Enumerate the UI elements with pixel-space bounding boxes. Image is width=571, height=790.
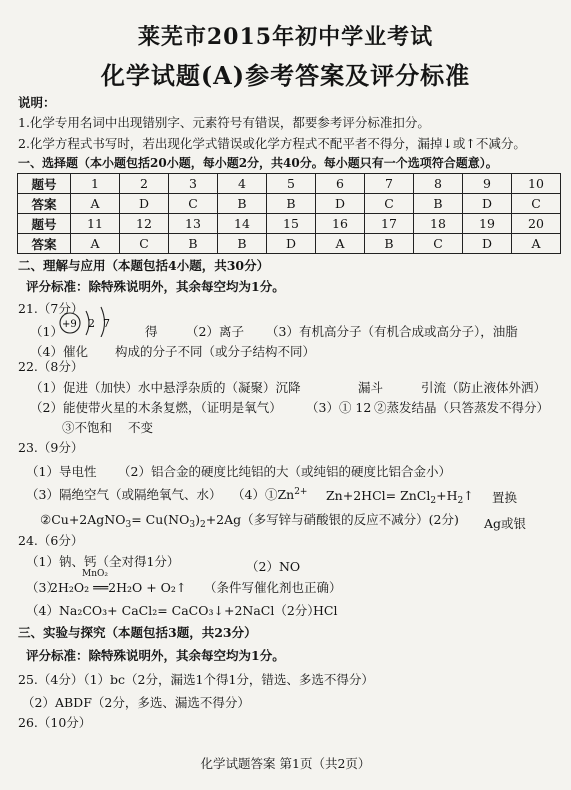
q24-part3-note: （条件写催化剂也正确） — [204, 580, 342, 595]
table-row — [18, 174, 561, 194]
table-cell: 1 — [71, 174, 120, 194]
answer-table — [17, 173, 561, 254]
table-cell: 18 — [414, 214, 463, 234]
q21-part2: （2）离子 — [186, 324, 244, 339]
q21-head: 21.（7分） — [18, 301, 84, 316]
table-cell: B — [169, 234, 218, 254]
table-cell: 6 — [316, 174, 365, 194]
table-cell: B — [414, 194, 463, 214]
section1-heading: 一、选择题（本小题包括20小题，每小题2分，共40分。每小题只有一个选项符合题意）。 — [18, 156, 498, 170]
q24-part1: （1）钠、钙（全对得1分） — [26, 554, 180, 569]
table-cell: 2 — [120, 174, 169, 194]
table-cell: 13 — [169, 214, 218, 234]
section3-rule: 评分标准：除特殊说明外，其余每空均为1分。 — [26, 648, 285, 663]
q24-part4: （4）Na₂CO₃+ CaCl₂= CaCO₃↓+2NaCl（2分） — [26, 603, 320, 618]
q22-part3-c: ③不饱和 — [62, 420, 113, 435]
section3-heading: 三、实验与探究（本题包括3题，共23分） — [18, 625, 257, 640]
q22-part1: （1）促进（加快）水中悬浮杂质的（凝聚）沉降 — [30, 380, 301, 395]
q24-part3-equation: 2H₂O₂ ══2H₂O + O₂↑ — [50, 580, 187, 595]
q24-part4-answer: HCl — [313, 603, 338, 618]
table-cell: C — [512, 194, 561, 214]
table-cell: 10 — [512, 174, 561, 194]
table-cell: A — [71, 234, 120, 254]
table-cell: 3 — [169, 174, 218, 194]
q24-part2: （2）NO — [246, 559, 301, 574]
q23-part1: （1）导电性 — [26, 464, 97, 479]
notes-heading: 说明： — [18, 95, 56, 110]
table-cell: 9 — [463, 174, 512, 194]
table-cell: C — [414, 234, 463, 254]
shell-electrons: 2 — [88, 317, 95, 330]
q21-part4: （4）催化 — [30, 344, 88, 359]
table-cell: A — [512, 234, 561, 254]
table-cell: 5 — [267, 174, 316, 194]
exam-subtitle: 化学试题(A)参考答案及评分标准 — [100, 61, 471, 90]
q23-head: 23.（9分） — [18, 440, 84, 455]
table-cell: 11 — [71, 214, 120, 234]
q22-part3-b: ②蒸发结晶（只答蒸发不得分） — [374, 400, 550, 415]
row-label: 答案 — [18, 194, 71, 214]
row-label: 题号 — [18, 174, 71, 194]
exam-title: 莱芜市2015年初中学业考试 — [137, 24, 434, 50]
q22-part1-drain: 引流（防止液体外洒） — [421, 380, 547, 395]
table-cell: C — [120, 234, 169, 254]
nucleus-charge: +9 — [62, 319, 77, 330]
q21-part3: （3）有机高分子（有机合成或高分子），油脂 — [266, 324, 518, 339]
q25-part1: 25.（4分）（1）bc（2分，漏选1个得1分，错选、多选不得分） — [18, 672, 374, 687]
row-label: 答案 — [18, 234, 71, 254]
q24-catalyst: MnO₂ — [82, 569, 108, 579]
table-cell: 7 — [365, 174, 414, 194]
table-row — [18, 214, 561, 234]
q23-part2: （2）铝合金的硬度比纯铝的大（或纯铝的硬度比铝合金小） — [118, 464, 451, 479]
table-cell: 16 — [316, 214, 365, 234]
q24-head: 24.（6分） — [18, 533, 84, 548]
q23-part3: （3）隔绝空气（或隔绝氧气、水） — [26, 487, 222, 502]
table-cell: D — [463, 194, 512, 214]
table-cell: 15 — [267, 214, 316, 234]
table-cell: A — [316, 234, 365, 254]
q22-part2: （2）能使带火星的木条复燃，（证明是氧气） — [30, 400, 282, 415]
section2-rule: 评分标准：除特殊说明外，其余每空均为1分。 — [26, 279, 285, 294]
table-cell: C — [365, 194, 414, 214]
note-2: 2.化学方程式书写时，若出现化学式错误或化学方程式不配平者不得分，漏掉↓或↑不减分。 — [18, 136, 526, 151]
table-cell: B — [218, 194, 267, 214]
table-cell: D — [267, 234, 316, 254]
q22-part3-d: 不变 — [128, 420, 154, 435]
section2-heading: 二、理解与应用（本题包括4小题，共30分） — [18, 258, 270, 273]
q22-head: 22.（8分） — [18, 359, 84, 374]
q23-part4-type: 置换 — [492, 490, 518, 505]
table-cell: 17 — [365, 214, 414, 234]
q23-part4-equation2: ②Cu+2AgNO$_3$= $Cu(NO_3)_2+2Ag$（多写锌与硝酸银的反应不减分）(2分) — [40, 512, 459, 530]
q23-part4-equation: $Zn+2HCl= ZnCl_2+H_2↑$ — [326, 488, 474, 506]
table-cell: 4 — [218, 174, 267, 194]
table-cell: 8 — [414, 174, 463, 194]
table-cell: D — [120, 194, 169, 214]
q21-part1-gain: 得 — [145, 324, 158, 339]
shell-electrons: 7 — [103, 317, 110, 330]
row-label: 题号 — [18, 214, 71, 234]
table-cell: D — [316, 194, 365, 214]
table-cell: B — [365, 234, 414, 254]
q22-part1-funnel: 漏斗 — [358, 380, 384, 395]
table-cell: B — [267, 194, 316, 214]
q21-part4-reason: 构成的分子不同（或分子结构不同） — [115, 344, 316, 359]
q23-part4-product: Ag或银 — [484, 516, 527, 531]
table-cell: 12 — [120, 214, 169, 234]
q25-part2: （2）ABDF（2分，多选、漏选不得分） — [22, 695, 250, 710]
table-cell: D — [463, 234, 512, 254]
q21-part1-label: （1） — [30, 324, 63, 339]
q22-part3-a: （3）① 12 — [306, 400, 372, 415]
table-row — [18, 194, 561, 214]
note-1: 1.化学专用名词中出现错别字、元素符号有错误，都要参考评分标准扣分。 — [18, 115, 430, 130]
q26-head: 26.（10分） — [18, 715, 92, 730]
table-cell: B — [218, 234, 267, 254]
table-row — [18, 234, 561, 254]
q24-part3-label: （3） — [26, 580, 59, 595]
q23-part4-ion: $(4)①Zn^{2+}$ — [232, 487, 308, 502]
table-cell: 14 — [218, 214, 267, 234]
table-cell: 20 — [512, 214, 561, 234]
table-cell: A — [71, 194, 120, 214]
table-cell: 19 — [463, 214, 512, 234]
table-cell: C — [169, 194, 218, 214]
atom-structure-sketch — [56, 303, 126, 337]
page-footer: 化学试题答案 第1页（共2页） — [200, 756, 371, 771]
